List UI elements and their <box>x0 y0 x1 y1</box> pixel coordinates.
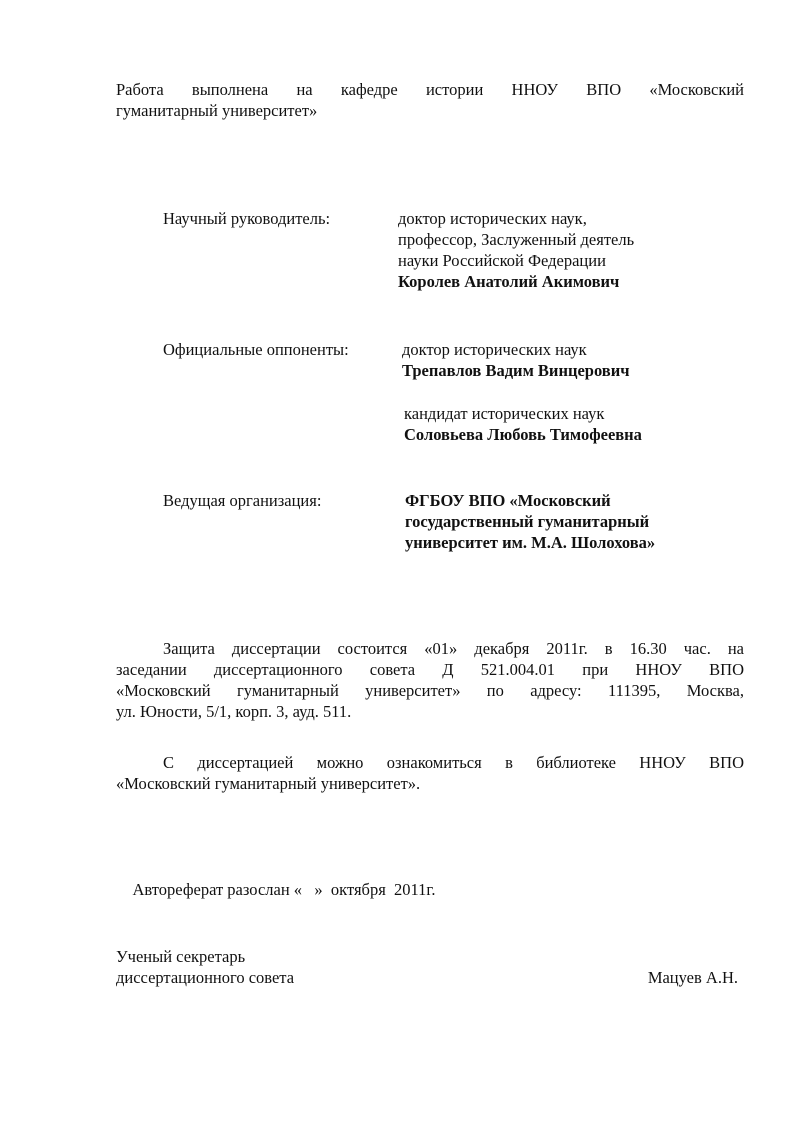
defense-line-2: заседании диссертационного совета Д 521.004.01 при ННОУ ВПО <box>116 660 744 679</box>
supervisor-degree-line-2: профессор, Заслуженный деятель <box>398 230 635 249</box>
defense-line-3: «Московский гуманитарный университет» по адресу: 111395, Москва, <box>116 681 744 700</box>
opponent-1-name: Трепавлов Вадим Винцерович <box>402 361 630 380</box>
opponent-1-degree: доктор исторических наук <box>402 340 587 359</box>
header-line-2: гуманитарный университет» <box>116 101 318 120</box>
defense-paragraph <box>116 638 744 722</box>
header-line-1: Работа выполнена на кафедре истории ННОУ ВПО «Московский <box>116 80 744 99</box>
opponent-2 <box>404 403 642 445</box>
opponents-label: Официальные оппоненты: <box>163 340 349 359</box>
organization-section <box>0 490 800 570</box>
organization-line-2: государственный гуманитарный <box>405 512 650 531</box>
opponents-section <box>0 339 800 459</box>
defense-line-1: Защита диссертации состоится «01» декабря 2011г. в 16.30 час. на <box>163 639 744 658</box>
supervisor-name: Королев Анатолий Акимович <box>398 272 620 291</box>
secretary-title-line-2: диссертационного совета <box>116 968 295 987</box>
supervisor-degree-line-3: науки Российской Федерации <box>398 251 606 270</box>
organization-line-1: ФГБОУ ВПО «Московский <box>405 491 611 510</box>
header-paragraph <box>116 79 744 121</box>
supervisor-degree-line-1: доктор исторических наук, <box>398 209 587 228</box>
library-line-1: С диссертацией можно ознакомиться в библиотеке ННОУ ВПО <box>163 753 744 772</box>
organization-line-3: университет им. М.А. Шолохова» <box>405 533 656 552</box>
secretary-name: Мацуев А.Н. <box>647 968 738 987</box>
supervisor-section <box>0 208 800 308</box>
opponent-2-degree: кандидат исторических наук <box>404 404 605 423</box>
library-paragraph <box>116 752 744 794</box>
opponent-2-name: Соловьева Любовь Тимофеевна <box>404 425 642 444</box>
defense-line-4: ул. Юности, 5/1, корп. 3, ауд. 511. <box>116 702 352 721</box>
opponent-1 <box>402 339 630 381</box>
secretary-section <box>116 946 744 990</box>
library-line-2: «Московский гуманитарный университет». <box>116 774 421 793</box>
supervisor-label: Научный руководитель: <box>163 209 331 228</box>
organization-label: Ведущая организация: <box>163 491 322 510</box>
mailing-line <box>116 858 435 921</box>
organization-name <box>405 490 655 553</box>
mailing-text: Автореферат разослан « » октября 2011г. <box>132 880 436 899</box>
secretary-title-line-1: Ученый секретарь <box>116 947 246 966</box>
supervisor-details <box>398 208 634 292</box>
